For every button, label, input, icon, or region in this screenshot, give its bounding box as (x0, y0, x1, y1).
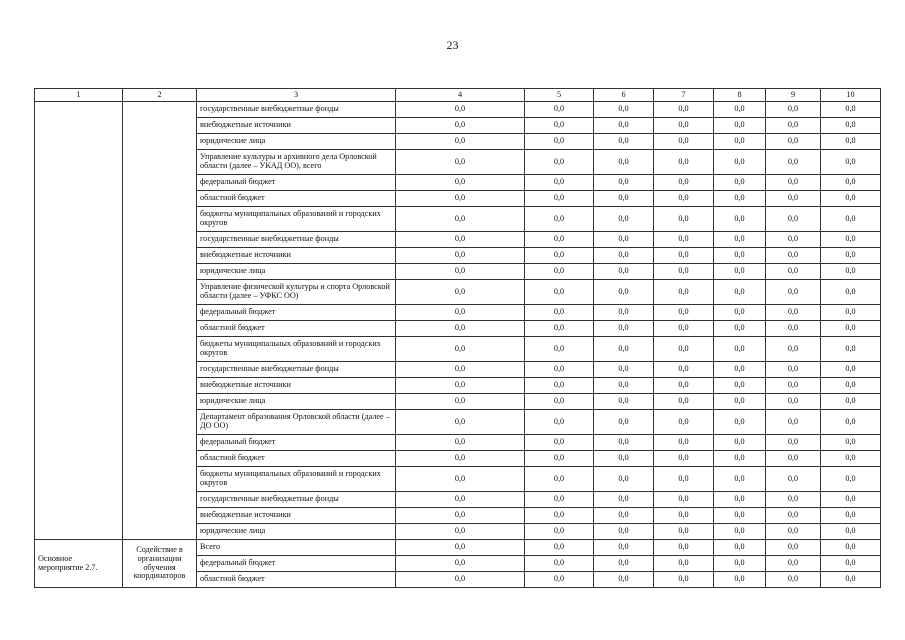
value-cell: 0,0 (766, 572, 821, 588)
value-cell: 0,0 (654, 264, 714, 280)
value-cell: 0,0 (396, 394, 525, 410)
value-cell: 0,0 (525, 540, 594, 556)
row-description: государственные внебюджетные фонды (197, 102, 396, 118)
value-cell: 0,0 (594, 207, 654, 232)
value-cell: 0,0 (821, 321, 881, 337)
value-cell: 0,0 (396, 232, 525, 248)
column-header: 4 (396, 89, 525, 102)
value-cell: 0,0 (525, 467, 594, 492)
row-description: юридические лица (197, 134, 396, 150)
value-cell: 0,0 (766, 305, 821, 321)
value-cell: 0,0 (396, 264, 525, 280)
value-cell: 0,0 (821, 394, 881, 410)
value-cell: 0,0 (594, 556, 654, 572)
value-cell: 0,0 (714, 540, 766, 556)
value-cell: 0,0 (766, 191, 821, 207)
value-cell: 0,0 (766, 394, 821, 410)
value-cell: 0,0 (714, 280, 766, 305)
value-cell: 0,0 (525, 280, 594, 305)
value-cell: 0,0 (714, 572, 766, 588)
row-description: бюджеты муниципальных образований и городских округов (197, 467, 396, 492)
value-cell: 0,0 (654, 191, 714, 207)
page-number: 23 (446, 38, 459, 52)
value-cell: 0,0 (525, 524, 594, 540)
value-cell: 0,0 (525, 556, 594, 572)
value-cell: 0,0 (714, 410, 766, 435)
value-cell: 0,0 (654, 556, 714, 572)
row-description: Департамент образования Орловской области (далее – ДО ОО) (197, 410, 396, 435)
value-cell: 0,0 (821, 191, 881, 207)
value-cell: 0,0 (821, 248, 881, 264)
value-cell: 0,0 (654, 150, 714, 175)
value-cell: 0,0 (594, 264, 654, 280)
value-cell: 0,0 (594, 540, 654, 556)
value-cell: 0,0 (714, 207, 766, 232)
activity-name: Основное мероприятие 2.7. (35, 540, 123, 588)
value-cell: 0,0 (766, 175, 821, 191)
value-cell: 0,0 (821, 378, 881, 394)
value-cell: 0,0 (821, 451, 881, 467)
row-description: юридические лица (197, 264, 396, 280)
column-header: 2 (123, 89, 197, 102)
column-header: 9 (766, 89, 821, 102)
column-header: 3 (197, 89, 396, 102)
row-description: областной бюджет (197, 572, 396, 588)
value-cell: 0,0 (654, 410, 714, 435)
value-cell: 0,0 (714, 150, 766, 175)
value-cell: 0,0 (821, 337, 881, 362)
row-description: внебюджетные источники (197, 378, 396, 394)
value-cell: 0,0 (525, 337, 594, 362)
row-description: Управление культуры и архивного дела Орловской области (далее – УКАД ОО), всего (197, 150, 396, 175)
column-header: 7 (654, 89, 714, 102)
value-cell: 0,0 (821, 492, 881, 508)
value-cell: 0,0 (766, 467, 821, 492)
value-cell: 0,0 (396, 508, 525, 524)
value-cell: 0,0 (396, 435, 525, 451)
value-cell: 0,0 (654, 248, 714, 264)
value-cell: 0,0 (594, 305, 654, 321)
value-cell: 0,0 (766, 362, 821, 378)
value-cell: 0,0 (714, 508, 766, 524)
row-description: юридические лица (197, 394, 396, 410)
value-cell: 0,0 (766, 280, 821, 305)
value-cell: 0,0 (396, 118, 525, 134)
value-cell: 0,0 (821, 207, 881, 232)
value-cell: 0,0 (594, 191, 654, 207)
value-cell: 0,0 (766, 232, 821, 248)
value-cell: 0,0 (396, 337, 525, 362)
value-cell: 0,0 (766, 337, 821, 362)
value-cell: 0,0 (396, 175, 525, 191)
row-description: юридические лица (197, 524, 396, 540)
value-cell: 0,0 (594, 248, 654, 264)
value-cell: 0,0 (525, 248, 594, 264)
value-cell: 0,0 (654, 524, 714, 540)
value-cell: 0,0 (594, 232, 654, 248)
value-cell: 0,0 (766, 508, 821, 524)
value-cell: 0,0 (714, 524, 766, 540)
value-cell: 0,0 (654, 378, 714, 394)
value-cell: 0,0 (654, 207, 714, 232)
value-cell: 0,0 (766, 492, 821, 508)
column-number-row (35, 89, 881, 102)
row-description: Управление физической культуры и спорта Орловской области (далее – УФКС ОО) (197, 280, 396, 305)
row-description: бюджеты муниципальных образований и городских округов (197, 207, 396, 232)
value-cell: 0,0 (396, 524, 525, 540)
value-cell: 0,0 (654, 572, 714, 588)
column-header: 10 (821, 89, 881, 102)
value-cell: 0,0 (594, 150, 654, 175)
value-cell: 0,0 (654, 118, 714, 134)
value-cell: 0,0 (714, 492, 766, 508)
row-description: областной бюджет (197, 191, 396, 207)
value-cell: 0,0 (821, 118, 881, 134)
value-cell: 0,0 (654, 305, 714, 321)
value-cell: 0,0 (766, 524, 821, 540)
row-description: внебюджетные источники (197, 248, 396, 264)
value-cell: 0,0 (821, 102, 881, 118)
row-description: государственные внебюджетные фонды (197, 492, 396, 508)
value-cell: 0,0 (766, 410, 821, 435)
value-cell: 0,0 (594, 451, 654, 467)
value-cell: 0,0 (654, 451, 714, 467)
value-cell: 0,0 (766, 134, 821, 150)
value-cell: 0,0 (714, 232, 766, 248)
value-cell: 0,0 (396, 540, 525, 556)
value-cell: 0,0 (654, 540, 714, 556)
value-cell: 0,0 (594, 175, 654, 191)
value-cell: 0,0 (654, 362, 714, 378)
column-header: 1 (35, 89, 123, 102)
value-cell: 0,0 (821, 556, 881, 572)
value-cell: 0,0 (396, 492, 525, 508)
activity-description: Содействие в организации обучения координаторов (123, 540, 197, 588)
value-cell: 0,0 (714, 451, 766, 467)
value-cell: 0,0 (525, 410, 594, 435)
value-cell: 0,0 (654, 280, 714, 305)
value-cell: 0,0 (594, 467, 654, 492)
value-cell: 0,0 (654, 337, 714, 362)
value-cell: 0,0 (525, 150, 594, 175)
value-cell: 0,0 (594, 280, 654, 305)
value-cell: 0,0 (714, 191, 766, 207)
value-cell: 0,0 (766, 264, 821, 280)
value-cell: 0,0 (525, 207, 594, 232)
value-cell: 0,0 (594, 524, 654, 540)
value-cell: 0,0 (714, 248, 766, 264)
value-cell: 0,0 (654, 134, 714, 150)
value-cell: 0,0 (396, 207, 525, 232)
value-cell: 0,0 (654, 102, 714, 118)
value-cell: 0,0 (594, 321, 654, 337)
value-cell: 0,0 (396, 280, 525, 305)
value-cell: 0,0 (396, 150, 525, 175)
value-cell: 0,0 (766, 451, 821, 467)
value-cell: 0,0 (821, 435, 881, 451)
value-cell: 0,0 (714, 435, 766, 451)
value-cell: 0,0 (821, 572, 881, 588)
row-description: внебюджетные источники (197, 508, 396, 524)
row-description: федеральный бюджет (197, 435, 396, 451)
value-cell: 0,0 (714, 175, 766, 191)
value-cell: 0,0 (714, 394, 766, 410)
value-cell: 0,0 (714, 378, 766, 394)
value-cell: 0,0 (714, 362, 766, 378)
value-cell: 0,0 (821, 467, 881, 492)
row-description: федеральный бюджет (197, 175, 396, 191)
value-cell: 0,0 (396, 305, 525, 321)
value-cell: 0,0 (396, 134, 525, 150)
value-cell: 0,0 (766, 540, 821, 556)
value-cell: 0,0 (654, 467, 714, 492)
row-description: федеральный бюджет (197, 305, 396, 321)
value-cell: 0,0 (821, 264, 881, 280)
value-cell: 0,0 (654, 394, 714, 410)
value-cell: 0,0 (766, 207, 821, 232)
value-cell: 0,0 (766, 321, 821, 337)
value-cell: 0,0 (396, 572, 525, 588)
value-cell: 0,0 (396, 410, 525, 435)
value-cell: 0,0 (654, 435, 714, 451)
value-cell: 0,0 (396, 248, 525, 264)
value-cell: 0,0 (821, 134, 881, 150)
value-cell: 0,0 (525, 508, 594, 524)
value-cell: 0,0 (714, 118, 766, 134)
row-description: внебюджетные источники (197, 118, 396, 134)
value-cell: 0,0 (525, 175, 594, 191)
value-cell: 0,0 (594, 435, 654, 451)
value-cell: 0,0 (766, 102, 821, 118)
value-cell: 0,0 (396, 556, 525, 572)
value-cell: 0,0 (594, 572, 654, 588)
value-cell: 0,0 (396, 191, 525, 207)
value-cell: 0,0 (714, 467, 766, 492)
value-cell: 0,0 (766, 378, 821, 394)
value-cell: 0,0 (525, 378, 594, 394)
value-cell: 0,0 (654, 175, 714, 191)
value-cell: 0,0 (766, 150, 821, 175)
value-cell: 0,0 (714, 337, 766, 362)
value-cell: 0,0 (654, 508, 714, 524)
value-cell: 0,0 (714, 102, 766, 118)
value-cell: 0,0 (594, 410, 654, 435)
value-cell: 0,0 (525, 118, 594, 134)
value-cell: 0,0 (821, 150, 881, 175)
value-cell: 0,0 (594, 492, 654, 508)
row-description: государственные внебюджетные фонды (197, 362, 396, 378)
value-cell: 0,0 (821, 362, 881, 378)
value-cell: 0,0 (594, 102, 654, 118)
value-cell: 0,0 (766, 248, 821, 264)
value-cell: 0,0 (525, 362, 594, 378)
column-header: 8 (714, 89, 766, 102)
value-cell: 0,0 (766, 556, 821, 572)
value-cell: 0,0 (821, 508, 881, 524)
value-cell: 0,0 (594, 118, 654, 134)
budget-table (34, 88, 881, 588)
value-cell: 0,0 (654, 321, 714, 337)
value-cell: 0,0 (594, 337, 654, 362)
value-cell: 0,0 (714, 305, 766, 321)
value-cell: 0,0 (714, 264, 766, 280)
value-cell: 0,0 (766, 435, 821, 451)
value-cell: 0,0 (396, 451, 525, 467)
value-cell: 0,0 (525, 394, 594, 410)
column-header: 5 (525, 89, 594, 102)
value-cell: 0,0 (396, 321, 525, 337)
value-cell: 0,0 (525, 492, 594, 508)
value-cell: 0,0 (821, 540, 881, 556)
value-cell: 0,0 (714, 134, 766, 150)
value-cell: 0,0 (654, 232, 714, 248)
value-cell: 0,0 (396, 378, 525, 394)
column-header: 6 (594, 89, 654, 102)
table-row (35, 540, 881, 556)
value-cell: 0,0 (525, 321, 594, 337)
merged-cell-col1 (35, 102, 123, 540)
value-cell: 0,0 (821, 410, 881, 435)
value-cell: 0,0 (594, 378, 654, 394)
merged-cell-col2 (123, 102, 197, 540)
value-cell: 0,0 (714, 321, 766, 337)
row-description: Всего (197, 540, 396, 556)
value-cell: 0,0 (396, 467, 525, 492)
value-cell: 0,0 (594, 508, 654, 524)
value-cell: 0,0 (525, 232, 594, 248)
value-cell: 0,0 (525, 305, 594, 321)
value-cell: 0,0 (594, 134, 654, 150)
value-cell: 0,0 (821, 305, 881, 321)
row-description: областной бюджет (197, 451, 396, 467)
value-cell: 0,0 (525, 191, 594, 207)
value-cell: 0,0 (766, 118, 821, 134)
row-description: областной бюджет (197, 321, 396, 337)
value-cell: 0,0 (594, 394, 654, 410)
row-description: бюджеты муниципальных образований и городских округов (197, 337, 396, 362)
value-cell: 0,0 (525, 134, 594, 150)
value-cell: 0,0 (821, 232, 881, 248)
row-description: государственные внебюджетные фонды (197, 232, 396, 248)
value-cell: 0,0 (525, 572, 594, 588)
value-cell: 0,0 (654, 492, 714, 508)
value-cell: 0,0 (821, 524, 881, 540)
value-cell: 0,0 (525, 102, 594, 118)
row-description: федеральный бюджет (197, 556, 396, 572)
value-cell: 0,0 (525, 264, 594, 280)
value-cell: 0,0 (594, 362, 654, 378)
value-cell: 0,0 (821, 175, 881, 191)
value-cell: 0,0 (714, 556, 766, 572)
value-cell: 0,0 (525, 451, 594, 467)
value-cell: 0,0 (821, 280, 881, 305)
value-cell: 0,0 (525, 435, 594, 451)
value-cell: 0,0 (396, 362, 525, 378)
table-row (35, 102, 881, 118)
value-cell: 0,0 (396, 102, 525, 118)
